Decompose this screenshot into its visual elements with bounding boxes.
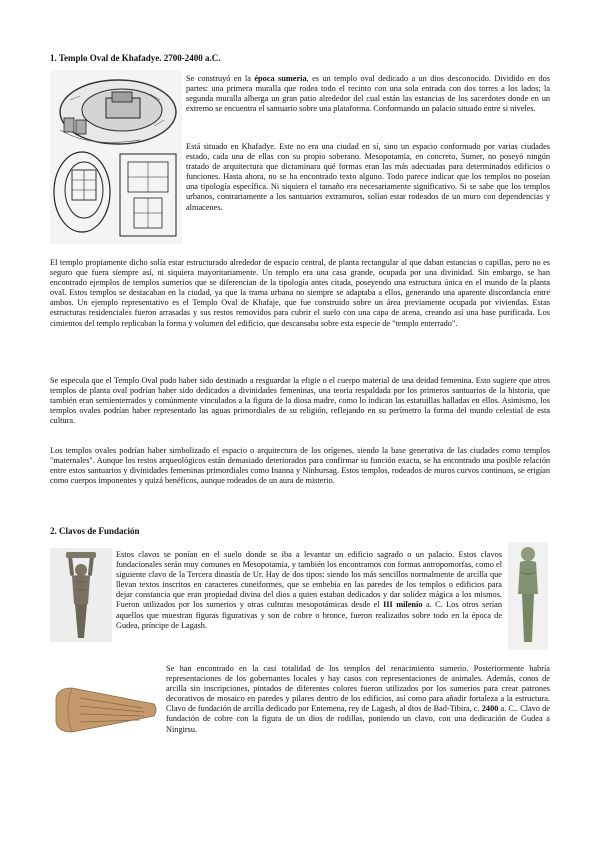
section-1-paragraph-3: El templo propiamente dicho solía estar estructurado alrededor de espacio central, de planta rectangular al que daban estancias o capillas, pero no es seguro que fuera siempre así, ni siquiera mayoritariamente. Un templo era una casa grande, ocupada por una divinidad. Sin embargo, se han encontrado ejemplos de templos sumerios que se diferencian de la tipología antes citada, poseyendo una estructura única en el mundo de la planta oval. Estos templos se destacaban en la ciudad, ya que la trama urbana no siempre se adaptaba a ellos, generando una aparente discordancia entre ambos. Un ejemplo representativo es el Templo Oval de Khafaje, que fue construido sobre un área previamente ocupada por viviendas. Estas estructuras residenciales fueron arrasadas y sus restos removidos para cubrir el suelo con una capa de arena, creando así una base purificada. Los cimientos del templo replicaban la forma y volumen del edificio, que descansaba sobre esta especie de "templo enterrado". <box>50 258 550 328</box>
section-1-heading: 1. Templo Oval de Khafadye. 2700-2400 a.C. <box>50 53 221 63</box>
foundation-figurine-image <box>50 548 112 642</box>
section-2-paragraph-2: Se han encontrado en la casi totalidad de los templos del renacimiento sumerio. Posteriormente habría representaciones de los gobernantes locales y hay casos con representaciones de animales. Además, conos de arcilla sin inscripciones, pintados de diferentes colores fueron utilizados por los sumerios para crear patrones decorativos de mosaico en paredes y pilares dentro de los edificios, así como para añadir fortaleza a la estructura. Clavo de fundación de arcilla dedicado por Entemena, rey de Lagash, al dios de Bad-Tibira, c. 2400 a. C.. Clavo de fundación de cobre con la figura de un dios de rodillas, poniendo un clavo, con una dedicación de Gudea a Ningirsu. <box>166 664 550 734</box>
foundation-statuette-image <box>508 542 548 650</box>
section-1-paragraph-1: Se construyó en la época sumeria, es un templo oval dedicado a un dios desconocido. Dividido en dos partes: una primera muralla que rodea todo el recinto con una sola entrada con dos torres a los lados; la segunda muralla alberga un gran patio alrededor del cual están las estancias de los sacerdotes donde en un extremo se encuentra el santuario sobre una plataforma. Conformando un palacio situado entre si niveles. <box>186 74 550 114</box>
oval-temple-illustration <box>50 70 182 244</box>
section-1-paragraph-4: Se especula que el Templo Oval pudo haber sido destinado a resguardar la efigie o el cuerpo material de una deidad femenina. Esto sugiere que otros templos de planta oval podrían haber sido dedicados a divinidades femeninas, una teoría respaldada por los primeros santuarios de la historia, que también eran semienterrados y comúnmente vinculados a la figura de la diosa madre, como lo indican las estatuillas halladas en ellos. Asimismo, los templos ovales podrían haber representado las aguas primordiales de su religión, reflejando en su perímetro la forma del mundo celestial de esta cultura. <box>50 376 550 426</box>
section-1-paragraph-2: Está situado en Khafadye. Este no era una ciudad en sí, sino un espacio conformado por varias ciudades estado, cada una de ellas con su propio soberano. Mesopotamia, en concreto, Sumer, no poseyó ningún tratado de arquitectura que dictaminara qué formas eran las más adecuadas para determinados edificios o funciones. Hasta ahora, no se ha encontrado texto alguno. Todo parece indicar que los templos no poseían una tipología específica. Ni siquiera el tamaño era necesariamente significativo. Si se sabe que los templos urbanos, contrariamente a los santuarios extramuros, solían estar rodeados de un muro con dependencias y almacenes. <box>186 142 550 212</box>
section-1-paragraph-5: Los templos ovales podrían haber simbolizado el espacio o arquitectura de los orígenes, siendo la base generativa de las ciudades como templos "maternales". Aunque los restos arqueológicos están demasiado deteriorados para confirmar su función exacta, se ha encontrado una posible relación entre estos santuarios y divinidades femeninas primordiales como Inanna y Ninhursag. Estos templos, rodeados de muros curvos continuos, se erigían como cuerpos imponentes y quizá benéficos, aunque rodeados de un aura de misterio. <box>50 446 550 486</box>
section-2-paragraph-1: Estos clavos se ponían en el suelo donde se iba a levantar un edificio sagrado o un palacio. Estos clavos fundacionales serán muy comunes en Mesopotamia, y también los encontramos con formas antropomorfas, como el siguiente clavo de la Tercera dinastía de Ur. Hay de dos tipos: siendo los más sencillos normalmente de arcilla que llevan textos inscritos en caracteres cuneiformes, que se embebía en las paredes de los templos o edificios para dejar constancia que eran propiedad divina del dios a quien estaban dedicados y dar solidez mágica a los mismos. Fueron utilizados por los sumerios y otras culturas mesopotámicas desde el III milenio a. C. Los otros serían aquellos que muestran figuras figurativas y son de cobre o bronce, fueron realizados sobre todo en la época de Gudea, príncipe de Lagash. <box>116 550 502 630</box>
temple-aerial-view <box>60 80 176 144</box>
section-2-heading: 2. Clavos de Fundación <box>50 526 140 536</box>
clay-foundation-cone-image <box>50 678 160 742</box>
